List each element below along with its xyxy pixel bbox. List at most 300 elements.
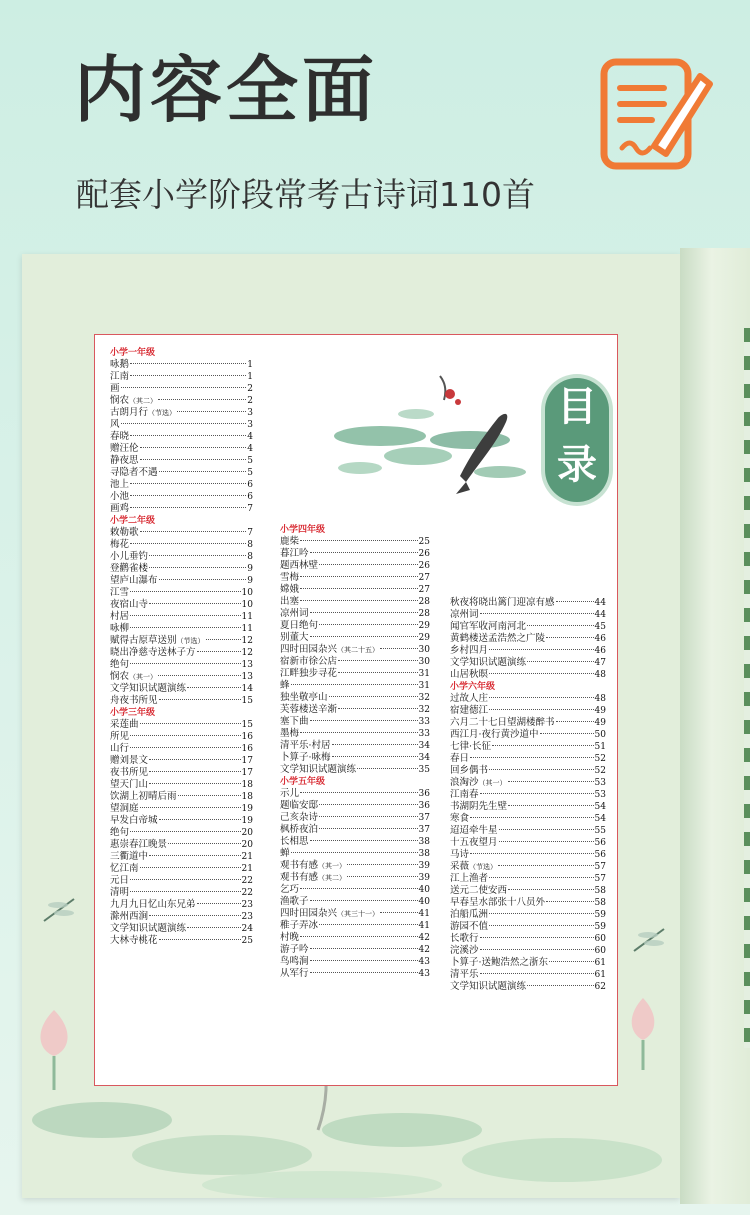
dragonfly-icon: [630, 925, 670, 955]
toc-entry-page: 43: [418, 957, 430, 967]
toc-entry-page: 56: [594, 850, 606, 860]
toc-entry-page: 33: [418, 717, 430, 727]
toc-dot-leader: [489, 769, 594, 770]
toc-entry-title: 鸟鸣涧: [280, 956, 309, 967]
toc-entry-title: 滁州西涧: [110, 911, 149, 922]
toc-entry: [110, 647, 253, 659]
toc-entry: [110, 479, 253, 491]
toc-entry-page: 48: [594, 670, 606, 680]
toc-entry-title: 古朗月行: [110, 407, 149, 418]
toc-entry: [110, 503, 253, 515]
toc-entry-page: 29: [418, 633, 430, 643]
toc-dot-leader: [556, 721, 594, 722]
toc-entry: [110, 875, 253, 887]
toc-entry-page: 41: [418, 921, 430, 931]
toc-entry-title: 游园不值: [450, 921, 489, 932]
toc-entry: [450, 705, 606, 717]
toc-dot-leader: [130, 375, 246, 376]
toc-dot-leader: [130, 483, 246, 484]
toc-entry-page: 27: [418, 573, 430, 583]
toc-column-1: [110, 347, 253, 947]
toc-entry-title: 饮湖上初晴后雨: [110, 791, 177, 802]
toc-entry-title: 春日: [450, 753, 470, 764]
toc-entry: [450, 825, 606, 837]
toc-dot-leader: [300, 936, 418, 937]
toc-entry-page: 6: [247, 480, 253, 490]
toc-dot-leader: [130, 543, 246, 544]
toc-entry-page: 49: [594, 718, 606, 728]
toc-entry-title: 稚子弄冰: [280, 920, 319, 931]
toc-dot-leader: [130, 831, 241, 832]
toc-dot-leader: [130, 507, 246, 508]
toc-entry-page: 40: [418, 885, 430, 895]
toc-entry-page: 7: [247, 504, 253, 514]
toc-dot-leader: [489, 925, 594, 926]
toc-entry-title: 所见: [110, 731, 130, 742]
toc-entry-title: 早发白帝城: [110, 815, 158, 826]
toc-dot-leader: [300, 888, 418, 889]
toc-dot-leader: [159, 699, 241, 700]
toc-entry-page: 6: [247, 492, 253, 502]
toc-entry: [110, 695, 253, 707]
toc-entry: [110, 719, 253, 731]
toc-entry-title: 采莲曲: [110, 719, 139, 730]
toc-entry-title: 江雪: [110, 587, 130, 598]
toc-entry: [280, 752, 430, 764]
toc-entry-note: （其二十五）: [337, 646, 380, 654]
toc-entry: [450, 873, 606, 885]
toc-entry-page: 18: [241, 792, 253, 802]
toc-entry-title: 游子吟: [280, 944, 309, 955]
toc-entry-page: 39: [418, 861, 430, 871]
toc-entry-page: 20: [241, 840, 253, 850]
toc-entry-page: 62: [594, 982, 606, 992]
toc-entry-page: 36: [418, 789, 430, 799]
toc-entry-title: 登鹳雀楼: [110, 563, 149, 574]
toc-section-heading: 小学一年级: [110, 348, 156, 358]
toc-entry-page: 43: [418, 969, 430, 979]
toc-entry: [110, 731, 253, 743]
toc-entry: [450, 597, 606, 609]
toc-entry-title: 题西林壁: [280, 560, 319, 571]
toc-entry-note: （其二）: [318, 874, 347, 882]
toc-entry-title: 鹿柴: [280, 536, 300, 547]
toc-entry: [110, 611, 253, 623]
toc-entry: [280, 848, 430, 860]
toc-entry-title: 风: [110, 419, 120, 430]
toc-entry-title: 村居: [110, 611, 130, 622]
toc-entry-page: 16: [241, 732, 253, 742]
toc-entry: [280, 908, 430, 920]
toc-entry: [110, 371, 253, 383]
toc-dot-leader: [499, 829, 594, 830]
toc-entry: [280, 608, 430, 620]
toc-entry-title: 绝句: [110, 827, 130, 838]
toc-entry: [110, 491, 253, 503]
toc-entry-title: 忆江南: [110, 863, 139, 874]
toc-dot-leader: [140, 459, 247, 460]
koi-fish-icon: [320, 356, 550, 506]
toc-entry: [110, 467, 253, 479]
toc-entry-page: 49: [594, 706, 606, 716]
toc-entry-note: （节选）: [469, 863, 498, 871]
toc-dot-leader: [130, 615, 241, 616]
toc-entry: [450, 933, 606, 945]
toc-entry-title: 舟夜书所见: [110, 695, 158, 706]
toc-entry: [110, 839, 253, 851]
toc-entry-title: 江上渔者: [450, 873, 489, 884]
toc-entry: [280, 884, 430, 896]
toc-entry-title: 赠汪伦: [110, 443, 139, 454]
toc-entry-title: 示儿: [280, 788, 300, 799]
toc-entry: [280, 968, 430, 980]
toc-entry: [110, 443, 253, 455]
toc-dot-leader: [338, 660, 418, 661]
toc-entry: [110, 887, 253, 899]
toc-dot-leader: [197, 903, 241, 904]
toc-dot-leader: [508, 805, 594, 806]
toc-dot-leader: [556, 601, 594, 602]
toc-dot-leader: [130, 627, 241, 628]
toc-entry-page: 56: [594, 838, 606, 848]
toc-dot-leader: [130, 363, 246, 364]
toc-dot-leader: [300, 576, 418, 577]
toc-entry-page: 1: [247, 360, 253, 370]
toc-entry: [110, 539, 253, 551]
toc-entry-page: 54: [594, 802, 606, 812]
toc-entry: [110, 863, 253, 875]
toc-dot-leader: [546, 901, 594, 902]
toc-entry-page: 23: [241, 900, 253, 910]
toc-dot-leader: [130, 747, 241, 748]
toc-entry-title: 山居秋暝: [450, 669, 489, 680]
toc-entry-page: 55: [594, 826, 606, 836]
toc-entry-page: 35: [418, 765, 430, 775]
toc-entry-title: 迢迢牵牛星: [450, 825, 498, 836]
toc-entry: [110, 587, 253, 599]
toc-dot-leader: [187, 687, 241, 688]
toc-entry-page: 13: [241, 660, 253, 670]
toc-entry-page: 3: [247, 420, 253, 430]
toc-entry-title: 卜算子·送鲍浩然之浙东: [450, 957, 549, 968]
toc-dot-leader: [149, 555, 246, 556]
lotus-flower-icon: [618, 990, 668, 1070]
toc-entry-title: 文学知识试题演练: [280, 764, 357, 775]
toc-entry-page: 60: [594, 946, 606, 956]
toc-entry-title: 独坐敬亭山: [280, 692, 328, 703]
toc-entry-page: 23: [241, 912, 253, 922]
toc-entry-title: 长歌行: [450, 933, 479, 944]
toc-entry-title: 文学知识试题演练: [450, 657, 527, 668]
toc-dot-leader: [291, 684, 418, 685]
toc-entry-page: 33: [418, 729, 430, 739]
toc-entry-page: 8: [247, 540, 253, 550]
toc-entry-title: 望洞庭: [110, 803, 139, 814]
toc-dot-leader: [380, 648, 418, 649]
toc-entry: [110, 359, 253, 371]
toc-entry-title: 乞巧: [280, 884, 300, 895]
toc-entry-title: 春晓: [110, 431, 130, 442]
toc-dot-leader: [508, 889, 594, 890]
toc-entry: [280, 764, 430, 776]
toc-entry-title: 乡村四月: [450, 645, 489, 656]
toc-entry-note: （节选）: [148, 409, 177, 417]
toc-dot-leader: [149, 759, 241, 760]
toc-entry: [280, 536, 430, 548]
toc-dot-leader: [480, 949, 594, 950]
toc-dot-leader: [149, 783, 241, 784]
toc-dot-leader: [508, 781, 594, 782]
toc-dot-leader: [470, 817, 594, 818]
toc-entry: [280, 872, 430, 884]
toc-entry-title: 咏柳: [110, 623, 130, 634]
toc-dot-leader: [319, 816, 418, 817]
toc-dot-leader: [489, 649, 594, 650]
toc-entry-page: 10: [241, 600, 253, 610]
toc-entry-page: 12: [241, 636, 253, 646]
toc-entry-title: 文学知识试题演练: [110, 683, 187, 694]
toc-entry-page: 10: [241, 588, 253, 598]
toc-entry-page: 30: [418, 657, 430, 667]
toc-entry: [280, 680, 430, 692]
toc-dot-leader: [480, 613, 594, 614]
toc-dot-leader: [470, 757, 594, 758]
toc-entry-page: 41: [418, 909, 430, 919]
toc-dot-leader: [498, 865, 594, 866]
toc-entry: [450, 693, 606, 705]
toc-entry: [450, 765, 606, 777]
toc-entry: [280, 824, 430, 836]
toc-entry-title: 七律·长征: [450, 741, 492, 752]
toc-entry-page: 57: [594, 862, 606, 872]
toc-dot-leader: [499, 841, 594, 842]
toc-dot-leader: [130, 891, 241, 892]
toc-entry-title: 过故人庄: [450, 693, 489, 704]
toc-section-heading: 小学二年级: [110, 516, 156, 526]
toc-entry: [280, 572, 430, 584]
toc-entry-page: 17: [241, 768, 253, 778]
toc-entry-title: 芙蓉楼送辛渐: [280, 704, 338, 715]
toc-dot-leader: [121, 387, 247, 388]
toc-entry-page: 15: [241, 720, 253, 730]
toc-dot-leader: [549, 961, 594, 962]
toc-entry-title: 秋夜将晓出篱门迎凉有感: [450, 597, 555, 608]
toc-entry-page: 25: [241, 936, 253, 946]
toc-entry-page: 38: [418, 849, 430, 859]
toc-entry-title: 雪梅: [280, 572, 300, 583]
toc-entry-title: 悯农: [110, 671, 130, 682]
toc-entry-page: 20: [241, 828, 253, 838]
toc-entry: [110, 803, 253, 815]
toc-entry: [450, 789, 606, 801]
toc-entry-title: 卜算子·咏梅: [280, 752, 331, 763]
toc-entry-title: 寒食: [450, 813, 470, 824]
toc-entry: [450, 657, 606, 669]
toc-dot-leader: [300, 792, 418, 793]
toc-entry-page: 19: [241, 804, 253, 814]
toc-dot-leader: [158, 675, 241, 676]
toc-entry: [450, 753, 606, 765]
toc-entry-page: 40: [418, 897, 430, 907]
toc-badge-char: 录: [557, 442, 597, 488]
toc-entry: [110, 935, 253, 947]
toc-section-heading: 小学五年级: [280, 777, 326, 787]
toc-entry-title: 书湖阴先生壁: [450, 801, 508, 812]
toc-dot-leader: [300, 732, 418, 733]
toc-entry: [280, 812, 430, 824]
toc-dot-leader: [527, 985, 594, 986]
toc-entry-title: 悯农: [110, 395, 130, 406]
toc-entry: [110, 407, 253, 419]
toc-entry-title: 西江月·夜行黄沙道中: [450, 729, 539, 740]
toc-entry-title: 凉州词: [450, 609, 479, 620]
toc-entry: [450, 645, 606, 657]
toc-entry-title: 宿新市徐公店: [280, 656, 338, 667]
toc-entry: [280, 944, 430, 956]
toc-entry-page: 59: [594, 922, 606, 932]
toc-entry-page: 30: [418, 645, 430, 655]
toc-entry-page: 50: [594, 730, 606, 740]
toc-column-2: [280, 524, 430, 980]
toc-entry: [450, 957, 606, 969]
toc-entry-title: 马诗: [450, 849, 470, 860]
toc-entry-page: 60: [594, 934, 606, 944]
toc-dot-leader: [300, 600, 418, 601]
toc-entry: [280, 548, 430, 560]
toc-entry-page: 9: [247, 564, 253, 574]
toc-dot-leader: [357, 768, 418, 769]
toc-dot-leader: [149, 771, 241, 772]
toc-entry: [110, 395, 253, 407]
toc-entry-title: 元日: [110, 875, 130, 886]
toc-entry-title: 十五夜望月: [450, 837, 498, 848]
toc-entry: [280, 692, 430, 704]
toc-entry-page: 14: [241, 684, 253, 694]
toc-entry-page: 53: [594, 790, 606, 800]
toc-dot-leader: [140, 723, 241, 724]
toc-dot-leader: [159, 819, 241, 820]
toc-entry-title: 九月九日忆山东兄弟: [110, 899, 196, 910]
toc-entry: [450, 813, 606, 825]
toc-entry-page: 38: [418, 837, 430, 847]
toc-entry-title: 村晚: [280, 932, 300, 943]
toc-dot-leader: [319, 624, 418, 625]
toc-entry: [280, 932, 430, 944]
toc-dot-leader: [310, 636, 418, 637]
toc-entry-page: 47: [594, 658, 606, 668]
toc-entry: [110, 383, 253, 395]
toc-entry: [450, 945, 606, 957]
toc-entry-title: 浪淘沙: [450, 777, 479, 788]
toc-entry: [280, 704, 430, 716]
toc-entry: [450, 921, 606, 933]
toc-dot-leader: [149, 915, 241, 916]
toc-entry: [450, 981, 606, 993]
toc-entry: [280, 656, 430, 668]
toc-entry-title: 从军行: [280, 968, 309, 979]
toc-entry-page: 21: [241, 864, 253, 874]
page-subtitle: 配套小学阶段常考古诗词110首: [76, 175, 535, 214]
toc-entry: [280, 740, 430, 752]
toc-dot-leader: [332, 744, 418, 745]
toc-dot-leader: [140, 531, 247, 532]
toc-entry-title: 望庐山瀑布: [110, 575, 158, 586]
toc-section-heading: 小学四年级: [280, 525, 326, 535]
toc-entry-title: 文学知识试题演练: [110, 923, 187, 934]
toc-entry-title: 清平乐: [450, 969, 479, 980]
toc-entry-page: 18: [241, 780, 253, 790]
toc-entry: [110, 791, 253, 803]
toc-dot-leader: [470, 853, 594, 854]
toc-entry-page: 24: [241, 924, 253, 934]
toc-entry: [280, 632, 430, 644]
toc-entry: [450, 849, 606, 861]
toc-entry: [450, 729, 606, 741]
toc-entry-title: 夜宿山寺: [110, 599, 149, 610]
toc-dot-leader: [130, 435, 246, 436]
toc-entry-page: 11: [241, 624, 253, 634]
toc-entry: [280, 596, 430, 608]
toc-entry-title: 画鸡: [110, 503, 130, 514]
toc-entry: [110, 899, 253, 911]
toc-dot-leader: [489, 877, 594, 878]
toc-entry-title: 嫦娥: [280, 584, 300, 595]
toc-dot-leader: [480, 937, 594, 938]
toc-section-heading: 小学三年级: [110, 708, 156, 718]
toc-entry-page: 4: [247, 444, 253, 454]
toc-dot-leader: [540, 733, 594, 734]
toc-dot-leader: [319, 804, 418, 805]
toc-entry-title: 送元二使安西: [450, 885, 508, 896]
toc-entry-title: 出塞: [280, 596, 300, 607]
toc-entry-page: 44: [594, 598, 606, 608]
toc-dot-leader: [168, 843, 241, 844]
toc-entry-page: 58: [594, 898, 606, 908]
toc-dot-leader: [489, 709, 594, 710]
toc-entry-page: 42: [418, 933, 430, 943]
toc-entry: [110, 575, 253, 587]
toc-dot-leader: [130, 591, 241, 592]
toc-entry-page: 53: [594, 778, 606, 788]
toc-dot-leader: [130, 879, 241, 880]
toc-entry: [450, 861, 606, 873]
toc-dot-leader: [206, 639, 241, 640]
toc-entry-title: 枫桥夜泊: [280, 824, 319, 835]
toc-entry-note: （其三十一）: [337, 910, 380, 918]
toc-entry-page: 2: [247, 396, 253, 406]
toc-entry: [110, 527, 253, 539]
toc-entry-page: 12: [241, 648, 253, 658]
toc-entry-title: 文学知识试题演练: [450, 981, 527, 992]
toc-entry: [450, 741, 606, 753]
toc-entry-page: 44: [594, 610, 606, 620]
toc-entry: [110, 659, 253, 671]
toc-entry: [110, 431, 253, 443]
toc-badge: [545, 378, 609, 502]
toc-dot-leader: [489, 697, 594, 698]
toc-entry-page: 19: [241, 816, 253, 826]
toc-entry-page: 45: [594, 622, 606, 632]
toc-entry-page: 61: [594, 970, 606, 980]
toc-entry: [280, 920, 430, 932]
toc-entry: [110, 671, 253, 683]
toc-dot-leader: [159, 579, 247, 580]
toc-entry-page: 52: [594, 754, 606, 764]
toc-entry-page: 5: [247, 456, 253, 466]
toc-entry: [280, 800, 430, 812]
toc-entry-title: 梅花: [110, 539, 130, 550]
toc-entry-title: 四时田园杂兴: [280, 908, 338, 919]
